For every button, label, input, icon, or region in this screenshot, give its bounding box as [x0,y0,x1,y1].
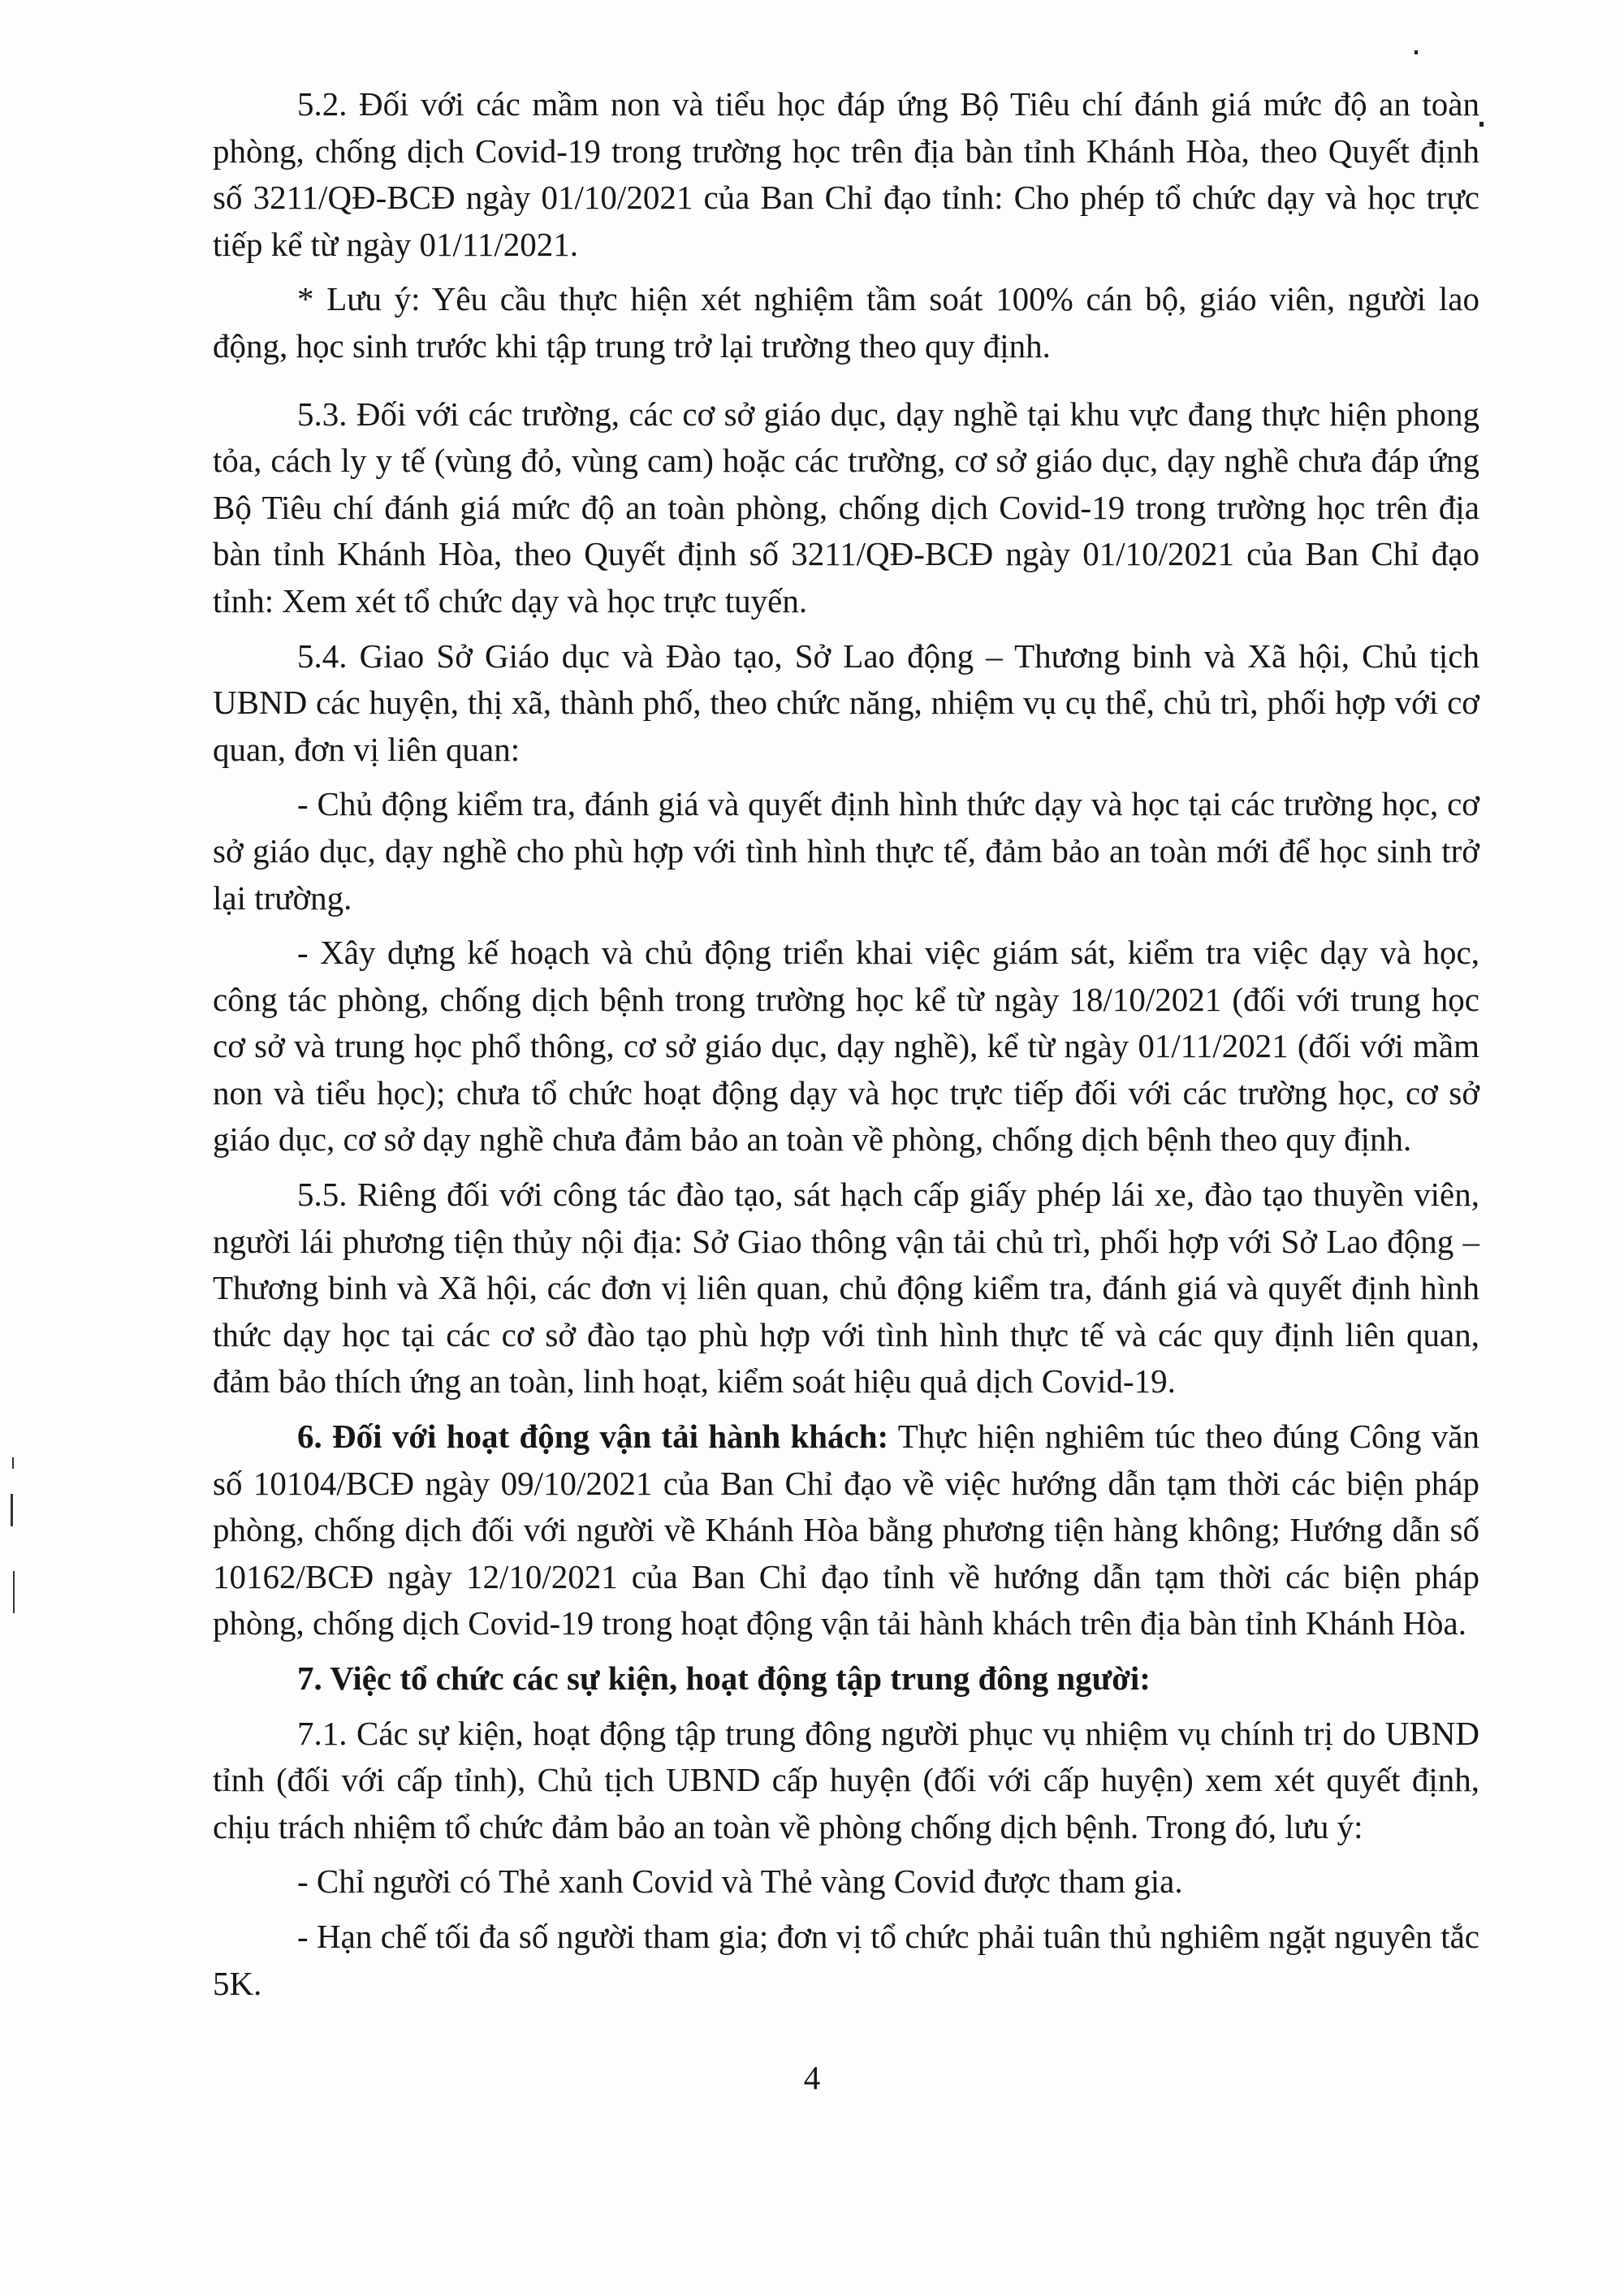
paragraph-5-4-item-b: - Xây dựng kế hoạch và chủ động triển khai việc giám sát, kiểm tra việc dạy và học, công tác phòng, chống dịch bệnh trong trường học kể từ ngày 18/10/2021 (đối với trung học cơ sở và trung học phổ thông, cơ sở giáo dục, dạy nghề), kể từ ngày 01/11/2021 (đối với mầm non và tiểu học); chưa tổ chức hoạt động dạy và học trực tiếp đối với các trường học, cơ sở giáo dục, cơ sở dạy nghề chưa đảm bảo an toàn về phòng, chống dịch bệnh theo quy định. [213,934,1479,1159]
scan-speck [1479,122,1484,127]
paragraph-5-2-note: * Lưu ý: Yêu cầu thực hiện xét nghiệm tầm soát 100% cán bộ, giáo viên, người lao động, học sinh trước khi tập trung trở lại trường theo quy định. [213,280,1479,365]
paragraph-5-4-item-a: - Chủ động kiểm tra, đánh giá và quyết định hình thức dạy và học tại các trường học, cơ sở giáo dục, dạy nghề cho phù hợp với tình hình thực tế, đảm bảo an toàn mới để học sinh trở lại trường. [213,785,1479,917]
paragraph-5-5: 5.5. Riêng đối với công tác đào tạo, sát hạch cấp giấy phép lái xe, đào tạo thuyền viên, người lái phương tiện thủy nội địa: Sở Giao thông vận tải chủ trì, phối hợp với Sở Lao động – Thương binh và Xã hội, các đơn vị liên quan, chủ động kiểm tra, đánh giá và quyết định hình thức dạy học tại các cơ sở đào tạo phù hợp với tình hình thực tế và các quy định liên quan, đảm bảo thích ứng an toàn, linh hoạt, kiểm soát hiệu quả dịch Covid-19. [213,1176,1479,1400]
section-6-text: Thực hiện nghiêm túc theo đúng Công văn số 10104/BCĐ ngày 09/10/2021 của Ban Chỉ đạo về việc hướng dẫn tạm thời các biện pháp phòng, chống dịch đối với người về Khánh Hòa bằng phương tiện hàng không; Hướng dẫn số 10162/BCĐ ngày 12/10/2021 của Ban Chỉ đạo tỉnh về hướng dẫn tạm thời các biện pháp phòng, chống dịch Covid-19 trong hoạt động vận tải hành khách trên địa bàn tỉnh Khánh Hòa. [213,1418,1479,1642]
scan-speck [1415,50,1418,54]
paragraph-5-4: 5.4. Giao Sở Giáo dục và Đào tạo, Sở Lao động – Thương binh và Xã hội, Chủ tịch UBND các huyện, thị xã, thành phố, theo chức năng, nhiệm vụ cụ thể, chủ trì, phối hợp với cơ quan, đơn vị liên quan: [213,637,1479,768]
section-7-heading-text: 7. Việc tổ chức các sự kiện, hoạt động tập trung đông người: [297,1659,1151,1697]
scan-margin-mark [11,1494,13,1526]
section-6-heading: 6. Đối với hoạt động vận tải hành khách: [297,1418,889,1456]
paragraph-7-1-item-b: - Hạn chế tối đa số người tham gia; đơn vị tổ chức phải tuân thủ nghiêm ngặt nguyên tắc 5K. [213,1917,1479,2002]
scan-margin-mark [13,1571,15,1613]
paragraph-7-1: 7.1. Các sự kiện, hoạt động tập trung đông người phục vụ nhiệm vụ chính trị do UBND tỉnh (đối với cấp tỉnh), Chủ tịch UBND cấp huyện (đối với cấp huyện) xem xét quyết định, chịu trách nhiệm tổ chức đảm bảo an toàn về phòng chống dịch bệnh. Trong đó, lưu ý: [213,1714,1479,1845]
paragraph-5-2: 5.2. Đối với các mầm non và tiểu học đáp ứng Bộ Tiêu chí đánh giá mức độ an toàn phòng, chống dịch Covid-19 trong trường học trên địa bàn tỉnh Khánh Hòa, theo Quyết định số 3211/QĐ-BCĐ ngày 01/10/2021 của Ban Chỉ đạo tỉnh: Cho phép tổ chức dạy và học trực tiếp kể từ ngày 01/11/2021. [213,85,1479,263]
document-body [213,81,1479,2007]
paragraph-5-3: 5.3. Đối với các trường, các cơ sở giáo dục, dạy nghề tại khu vực đang thực hiện phong tỏa, cách ly y tế (vùng đỏ, vùng cam) hoặc các trường, cơ sở giáo dục, dạy nghề chưa đáp ứng Bộ Tiêu chí đánh giá mức độ an toàn phòng, chống dịch Covid-19 trong trường học trên địa bàn tỉnh Khánh Hòa, theo Quyết định số 3211/QĐ-BCĐ ngày 01/10/2021 của Ban Chỉ đạo tỉnh: Xem xét tổ chức dạy và học trực tuyến. [213,395,1479,619]
scan-margin-mark [12,1457,14,1469]
page-number: 4 [803,2059,821,2096]
paragraph-6 [213,1413,1479,1647]
paragraph-7-1-item-a: - Chỉ người có Thẻ xanh Covid và Thẻ vàng Covid được tham gia. [297,1862,1183,1901]
section-7-heading [213,1655,1479,1703]
